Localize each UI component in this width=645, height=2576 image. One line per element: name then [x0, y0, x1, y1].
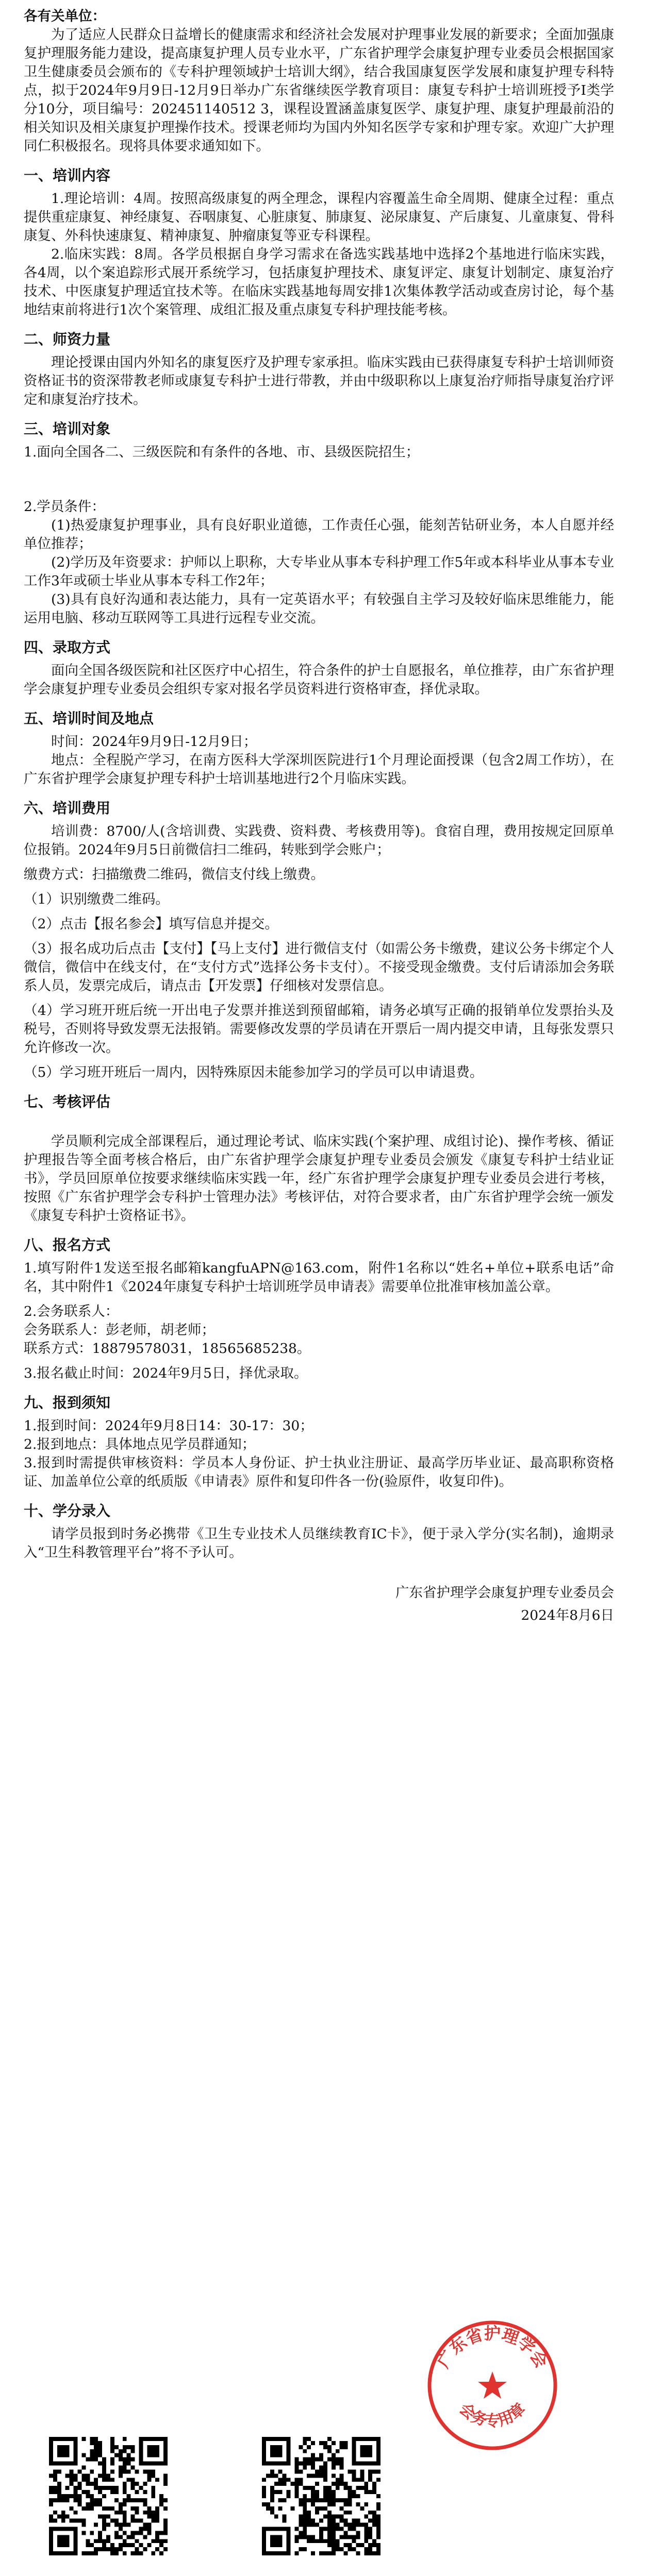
- section-7-text: 学员顺利完成全部课程后，通过理论考试、临床实践(个案护理、成组讨论)、操作考核、循证护理报告等全面考核合格后，由广东省护理学会康复护理专业委员会颁发《康复专科护士结业证书》，学员回原单位按要求继续临床实践一年，经广东省护理学会康复护理专业委员会进行考核，按照《广东省护理学会专科护士管理办法》考核评估，对符合要求者，由广东省护理学会统一颁发《康复专科护士资格证书》。: [24, 1133, 614, 1224]
- official-seal: [423, 2316, 562, 2455]
- section-2-text: 理论授课由国内外知名的康复医疗及护理专家承担。临床实践由已获得康复专科护士培训师资资格证书的资深带教老师或康复专科护士进行带教，并由中级职称以上康复治疗师指导康复治疗评定和康复治疗技术。: [24, 354, 614, 408]
- section-4-text: 面向全国各级医院和社区医疗中心招生，符合条件的护士自愿报名，单位推荐，由广东省护理学会康复护理专业委员会组织专家对报名学员资料进行资格审查，择优录取。: [24, 663, 614, 697]
- salutation: 各有关单位：: [24, 8, 106, 24]
- section-8-deadline: 3.报名截止时间：2024年9月5日，择优录取。: [24, 1365, 308, 1381]
- svg-text:会务专用章: [456, 2400, 530, 2430]
- section-6-fee: 培训费：8700/人(含培训费、实践费、资料费、考核费用等)。食宿自理，费用按规定回原单位报销。2024年9月5日前微信扫二维码，转账到学会账户；: [24, 823, 614, 858]
- section-9-title: 九、报到须知: [24, 1394, 111, 1411]
- section-5-title: 五、培训时间及地点: [24, 710, 154, 727]
- section-6-step-4: （4）学习班开班后统一开出电子发票并推送到预留邮箱，请务必填写正确的报销单位发票抬头及税号，否则将导致发票无法报销。需要修改发票的学员请在开票后一周内提交申请，且每张发票只允许修改一次。: [24, 1003, 614, 1056]
- section-10-title: 十、学分录入: [24, 1502, 111, 1519]
- section-6-step-5: （5）学习班开班后一周内，因特殊原因未能参加学习的学员可以申请退费。: [24, 1064, 484, 1080]
- section-6-step-1: （1）识别缴费二维码。: [24, 891, 169, 907]
- section-3-scope: 1.面向全国各二、三级医院和有条件的各地、市、县级医院招生；: [24, 444, 420, 460]
- seal-bottom-text: 会务专用章: [455, 2399, 530, 2430]
- section-10-text: 请学员报到时务必携带《卫生专业技术人员继续教育IC卡》，便于录入学分(实名制)，逾期录入“卫生科教管理平台”将不予认可。: [24, 1526, 614, 1561]
- section-3-condition-2: (2)学历及年资要求：护师以上职称，大专毕业从事本专科护理工作5年或本科毕业从事本专业工作3年或硕士毕业从事本专科工作2年；: [24, 554, 614, 589]
- section-1-practice: 2.临床实践：8周。各学员根据自身学习需求在备选实践基地中选择2个基地进行临床实践，各4周，以个案追踪形式展开系统学习，包括康复护理技术、康复评定、康复计划制定、康复治疗技术、中医康复护理适宜技术等。在临床实践基地每周安排1次集体教学活动或查房讨论，每个基地结束前将进行1次个案管理、成组汇报及重点康复专科护理技能考核。: [24, 246, 614, 318]
- section-6-pay-method: 缴费方式：扫描缴费二维码，微信支付线上缴费。: [24, 867, 324, 883]
- intro-paragraph: 为了适应人民群众日益增长的健康需求和经济社会发展对护理事业发展的新要求；全面加强康复护理服务能力建设，提高康复护理人员专业水平，广东省护理学会康复护理专业委员会根据国家卫生健康委员会颁布的《专科护理领域护士培训大纲》，结合我国康复医学发展和康复护理专科特点，拟于2024年9月9日-12月9日举办广东省继续医学教育项目：康复专科护士培训班授予Ⅰ类学分10分，项目编号：202451140512 3，课程设置涵盖康复医学、康复护理、康复护理最前沿的相关知识及相关康复护理操作技术。授课老师均为国内外知名医学专家和护理专家。欢迎广大护理同仁积极报名。现将具体要求通知如下。: [24, 27, 614, 154]
- section-3-conditions-label: 2.学员条件：: [24, 499, 105, 515]
- section-3-condition-3: (3)具有良好沟通和表达能力，具有一定英语水平；有较强自主学习及较好临床思维能力，能运用电脑、移动互联网等工具进行远程专业交流。: [24, 591, 614, 626]
- payment-qr-code-icon[interactable]: [262, 2437, 381, 2555]
- section-8-email: 1.填写附件1发送至报名邮箱kangfuAPN@163.com，附件1名称以“姓名+单位+联系电话”命名，其中附件1《2024年康复专科护士培训班学员申请表》需要单位批准审核加盖公章。: [24, 1260, 614, 1295]
- section-3-condition-1: (1)热爱康复护理事业，具有良好职业道德，工作责任心强，能刻苦钻研业务，本人自愿并经单位推荐；: [24, 517, 614, 552]
- section-6-title: 六、培训费用: [24, 800, 111, 817]
- footer-date: 2024年8月6日: [521, 1607, 614, 1623]
- section-6-step-3: （3）报名成功后点击【支付】【马上支付】进行微信支付（如需公务卡缴费，建议公务卡绑定个人微信，微信中在线支付，在“支付方式”选择公务卡支付）。不接受现金缴费。支付后请添加会务联系人员，发票完成后，请点击【开发票】仔细核对发票信息。: [24, 941, 614, 994]
- footer-organization: 广东省护理学会康复护理专业委员会: [395, 1585, 614, 1601]
- section-9-time: 1.报到时间：2024年9月8日14：30-17：30；: [24, 1418, 313, 1434]
- svg-text:广东省护理学会: [433, 2324, 551, 2371]
- section-3-title: 三、培训对象: [24, 420, 111, 437]
- section-1-theory: 1.理论培训：4周。按照高级康复的两全理念，课程内容覆盖生命全周期、健康全过程：重点提供重症康复、神经康复、吞咽康复、心脏康复、肺康复、泌尿康复、产后康复、儿童康复、骨科康复、外科快速康复、精神康复、肿瘤康复等亚专科课程。: [24, 191, 614, 244]
- section-6-step-2: （2）点击【报名参会】填写信息并提交。: [24, 916, 278, 932]
- section-2-title: 二、师资力量: [24, 331, 111, 348]
- section-1-title: 一、培训内容: [24, 167, 111, 184]
- section-7-title: 七、考核评估: [24, 1093, 111, 1110]
- signup-qr-code-icon[interactable]: [49, 2437, 168, 2555]
- seal-top-text: 广东省护理学会: [433, 2324, 552, 2371]
- section-8-contact-label: 2.会务联系人：: [24, 1303, 119, 1319]
- section-8-contact-names: 会务联系人：彭老师，胡老师；: [24, 1322, 215, 1338]
- section-9-place: 2.报到地点：具体地点见学员群通知；: [24, 1436, 256, 1452]
- section-4-title: 四、录取方式: [24, 639, 111, 656]
- section-9-materials: 3.报到时需提供审核资料：学员本人身份证、护士执业注册证、最高学历毕业证、最高职称资格证、加盖单位公章的纸质版《申请表》原件和复印件各一份(验原件，收复印件)。: [24, 1455, 614, 1489]
- section-5-place: 地点：全程脱产学习，在南方医科大学深圳医院进行1个月理论面授课（包含2周工作坊），在广东省护理学会康复护理专科护士培训基地进行2个月临床实践。: [24, 752, 614, 787]
- section-8-title: 八、报名方式: [24, 1236, 111, 1253]
- section-8-contact-phones: 联系方式：18879578031，18565685238。: [24, 1341, 311, 1357]
- section-5-time: 时间：2024年9月9日-12月9日；: [51, 734, 257, 750]
- seal-star-icon: [478, 2371, 507, 2399]
